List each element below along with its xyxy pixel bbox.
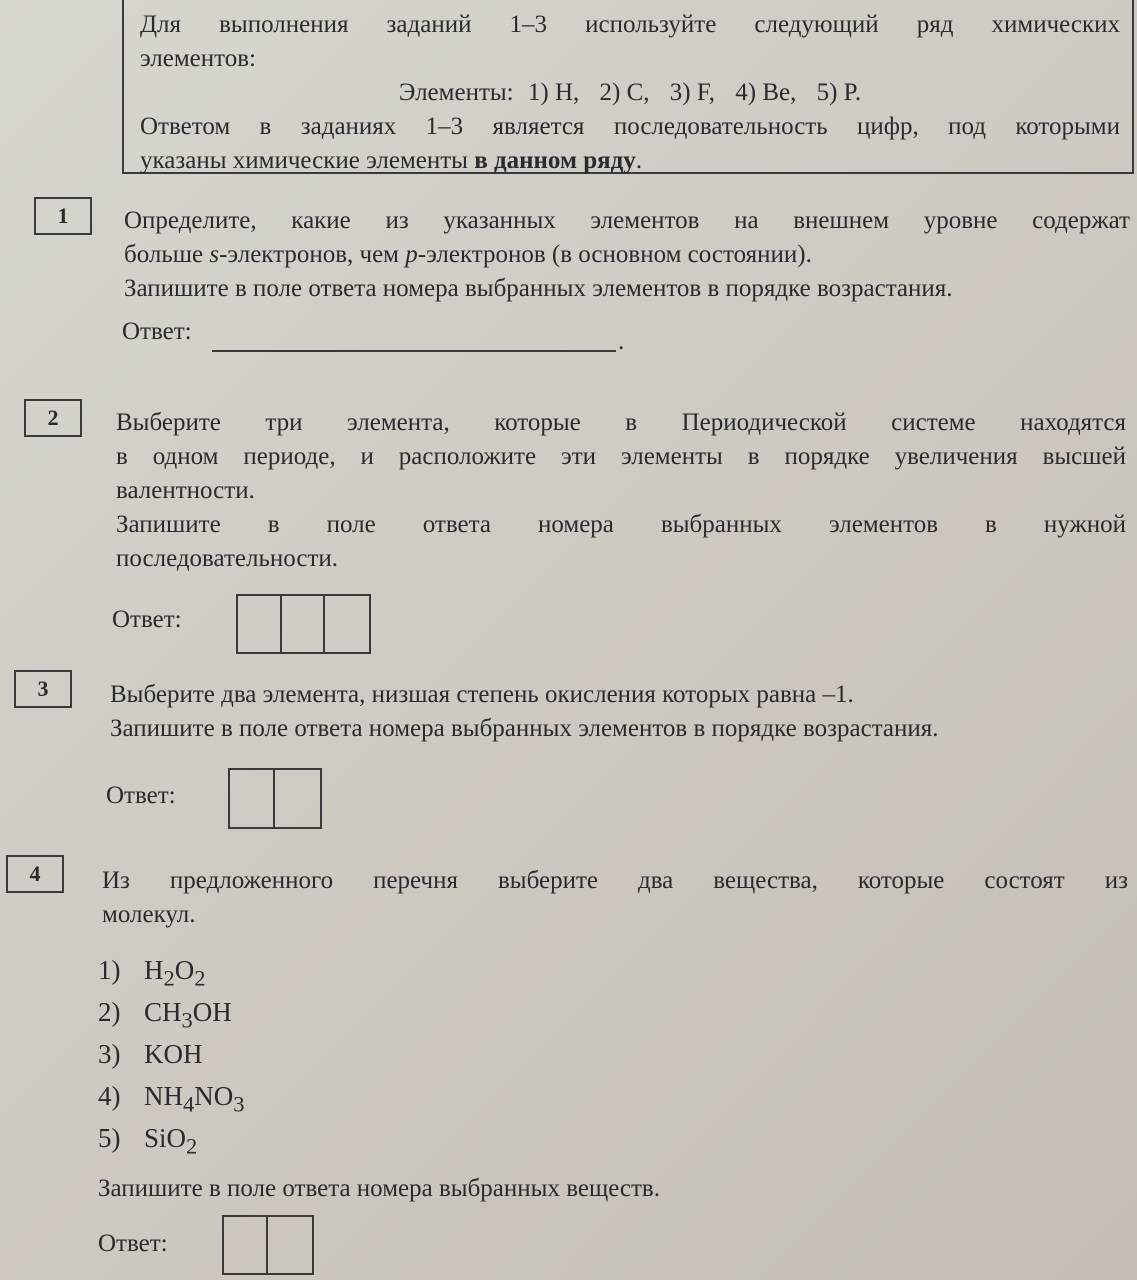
option-4-sub-2: 3 bbox=[233, 1091, 245, 1117]
task-2-answer-label: Ответ: bbox=[112, 606, 182, 633]
task-3-answer-label: Ответ: bbox=[106, 782, 176, 809]
option-2-number: 2) bbox=[98, 997, 121, 1027]
instructions-box bbox=[122, 0, 1134, 174]
element-4: 4) Be, bbox=[735, 79, 797, 106]
task-3-answer-cell-2[interactable] bbox=[275, 770, 320, 827]
option-2-sub-1: 3 bbox=[181, 1007, 193, 1033]
task-4-text bbox=[102, 864, 1128, 932]
option-1-sub-2: 2 bbox=[194, 965, 206, 991]
element-1: 1) H, bbox=[527, 79, 580, 106]
task-1-answer-end: . bbox=[618, 328, 625, 355]
task-number-4: 4 bbox=[6, 855, 64, 893]
task-2-line-1: Выберите три элемента, которые в Периодической системе находятся bbox=[116, 409, 1126, 436]
task-4-line-3: Запишите в поле ответа номера выбранных веществ. bbox=[98, 1175, 660, 1202]
task-2-line-5: последовательности. bbox=[116, 545, 339, 572]
task-number-1: 1 bbox=[34, 197, 92, 235]
intro-line-5-bold: в данном ряду bbox=[474, 147, 636, 174]
task-2-line-2: в одном периоде, и расположите эти элементы в порядке увеличения высшей bbox=[116, 443, 1126, 470]
task-1-p-symbol: p bbox=[405, 241, 418, 268]
intro-line-5 bbox=[140, 144, 1120, 178]
option-4-number: 4) bbox=[98, 1081, 121, 1111]
option-5-number: 5) bbox=[98, 1123, 121, 1153]
option-1-formula-2: O bbox=[174, 955, 195, 985]
task-3-text bbox=[110, 678, 1126, 746]
task-1-s-symbol: s bbox=[209, 241, 220, 268]
task-2-answer-cells bbox=[236, 594, 371, 654]
element-3: 3) F, bbox=[669, 79, 715, 106]
option-5-formula: SiO bbox=[144, 1123, 187, 1153]
task-1-line-2b: -электронов, чем bbox=[219, 241, 406, 268]
option-4-sub-1: 4 bbox=[183, 1091, 195, 1117]
task-4-answer-label: Ответ: bbox=[98, 1230, 168, 1257]
element-2: 2) C, bbox=[599, 79, 650, 106]
option-3 bbox=[98, 1034, 203, 1074]
intro-line-4: Ответом в заданиях 1–3 является последовательность цифр, под которыми bbox=[140, 113, 1120, 140]
task-1-line-1: Определите, какие из указанных элементов на внешнем уровне содержат bbox=[124, 207, 1130, 234]
option-1-sub-1: 2 bbox=[163, 965, 175, 991]
task-4-line-2: молекул. bbox=[102, 901, 196, 928]
task-1-text bbox=[124, 204, 1130, 306]
task-1-line-3: Запишите в поле ответа номера выбранных элементов в порядке возрастания. bbox=[124, 275, 953, 302]
intro-line-5-end: . bbox=[635, 147, 643, 174]
option-1-formula: H bbox=[144, 955, 164, 985]
task-3-answer-cell-1[interactable] bbox=[230, 770, 275, 827]
option-3-formula: KOH bbox=[144, 1039, 203, 1069]
option-2-formula-2: OH bbox=[192, 997, 232, 1027]
task-2-line-3: валентности. bbox=[116, 477, 255, 504]
option-5-sub-1: 2 bbox=[186, 1133, 198, 1159]
intro-line-2: элементов: bbox=[140, 45, 256, 72]
option-2-formula: CH bbox=[144, 997, 182, 1027]
elements-label: Элементы: bbox=[398, 79, 514, 106]
elements-list bbox=[140, 76, 1120, 110]
task-1-answer-label: Ответ: bbox=[122, 318, 192, 345]
task-1-line-2c: -электронов (в основном состоянии). bbox=[417, 241, 812, 268]
task-1-line-2a: больше bbox=[124, 241, 210, 268]
task-2-line-4: Запишите в поле ответа номера выбранных элементов в нужной bbox=[116, 511, 1126, 538]
option-1-number: 1) bbox=[98, 955, 121, 985]
option-4-formula-2: NO bbox=[194, 1081, 234, 1111]
task-3-line-2: Запишите в поле ответа номера выбранных элементов в порядке возрастания. bbox=[110, 715, 939, 742]
task-1-answer-line[interactable] bbox=[212, 350, 616, 352]
option-4-formula: NH bbox=[144, 1081, 183, 1111]
option-3-number: 3) bbox=[98, 1039, 121, 1069]
task-4-answer-cell-1[interactable] bbox=[224, 1217, 268, 1273]
intro-line-1: Для выполнения заданий 1–3 используйте следующий ряд химических bbox=[140, 11, 1120, 38]
task-4-line-1: Из предложенного перечня выберите два вещества, которые состоят из bbox=[102, 867, 1128, 894]
element-5: 5) P. bbox=[816, 79, 862, 106]
task-2-answer-cell-3[interactable] bbox=[325, 596, 369, 652]
task-number-2: 2 bbox=[24, 399, 82, 437]
task-2-text bbox=[116, 406, 1126, 576]
task-2-answer-cell-2[interactable] bbox=[282, 596, 326, 652]
intro-line-5-text: указаны химические элементы bbox=[140, 147, 475, 174]
task-4-answer-cell-2[interactable] bbox=[268, 1217, 312, 1273]
task-3-answer-cells bbox=[228, 768, 322, 829]
task-number-3: 3 bbox=[14, 670, 72, 708]
task-1-line-2 bbox=[124, 238, 1130, 272]
task-2-answer-cell-1[interactable] bbox=[238, 596, 282, 652]
task-3-line-1: Выберите два элемента, низшая степень окисления которых равна –1. bbox=[110, 681, 854, 708]
task-4-answer-cells bbox=[222, 1215, 314, 1275]
option-5 bbox=[98, 1118, 197, 1166]
